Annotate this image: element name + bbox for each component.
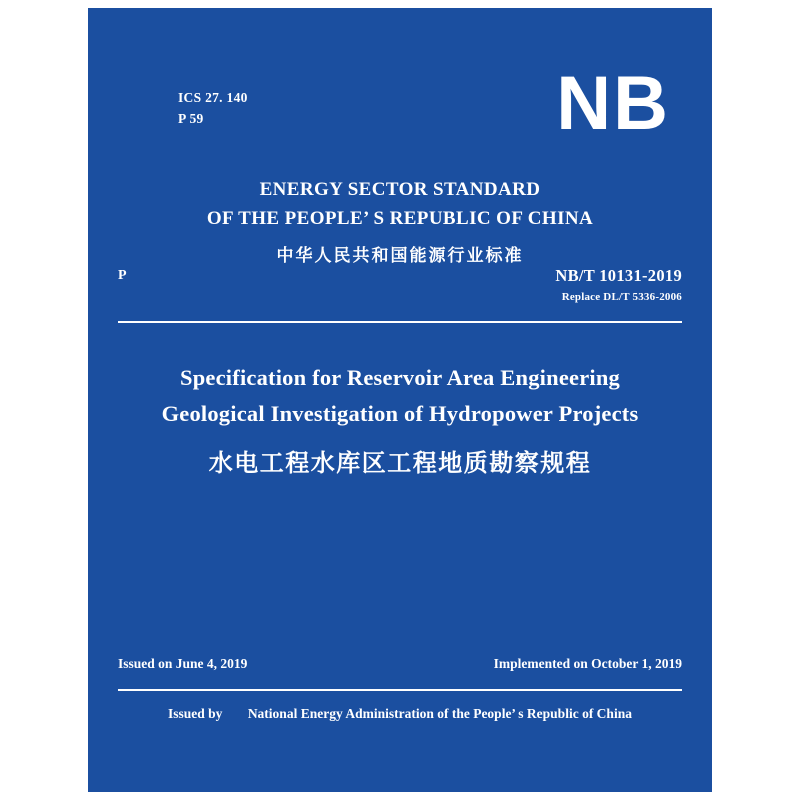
ics-number: ICS 27. 140 bbox=[178, 90, 248, 105]
standard-number: NB/T 10131-2019 bbox=[555, 266, 682, 285]
divider-bottom bbox=[118, 689, 682, 691]
issuer-name: National Energy Administration of the People’ s Republic of China bbox=[247, 706, 632, 721]
issued-by-label: Issued by bbox=[168, 706, 223, 721]
standard-code-row bbox=[88, 266, 712, 316]
nb-logo: NB bbox=[556, 61, 670, 146]
title-english-line-2: Geological Investigation of Hydropower Projects bbox=[161, 401, 639, 427]
standard-header-chinese: 中华人民共和国能源行业标准 bbox=[276, 246, 524, 265]
document-title bbox=[128, 360, 672, 478]
standard-cover bbox=[88, 8, 712, 792]
standard-header bbox=[88, 176, 712, 266]
date-row bbox=[118, 656, 682, 672]
standard-header-line-1: ENERGY SECTOR STANDARD bbox=[259, 179, 541, 200]
issuer-row bbox=[88, 706, 712, 722]
standard-header-line-2: OF THE PEOPLE’ S REPUBLIC OF CHINA bbox=[206, 207, 594, 229]
divider-top bbox=[118, 321, 682, 323]
standard-number-block bbox=[555, 266, 682, 303]
implementation-date: Implemented on October 1, 2019 bbox=[493, 656, 682, 671]
category-mark: P bbox=[118, 268, 127, 283]
issue-date: Issued on June 4, 2019 bbox=[118, 656, 248, 671]
title-english-line-1: Specification for Reservoir Area Engineering bbox=[180, 365, 620, 390]
replaced-standard: Replace DL/T 5336-2006 bbox=[561, 291, 682, 303]
title-chinese: 水电工程水库区工程地质勘察规程 bbox=[208, 450, 592, 477]
classification-code: P 59 bbox=[178, 110, 204, 126]
ics-classification-block bbox=[178, 88, 248, 130]
